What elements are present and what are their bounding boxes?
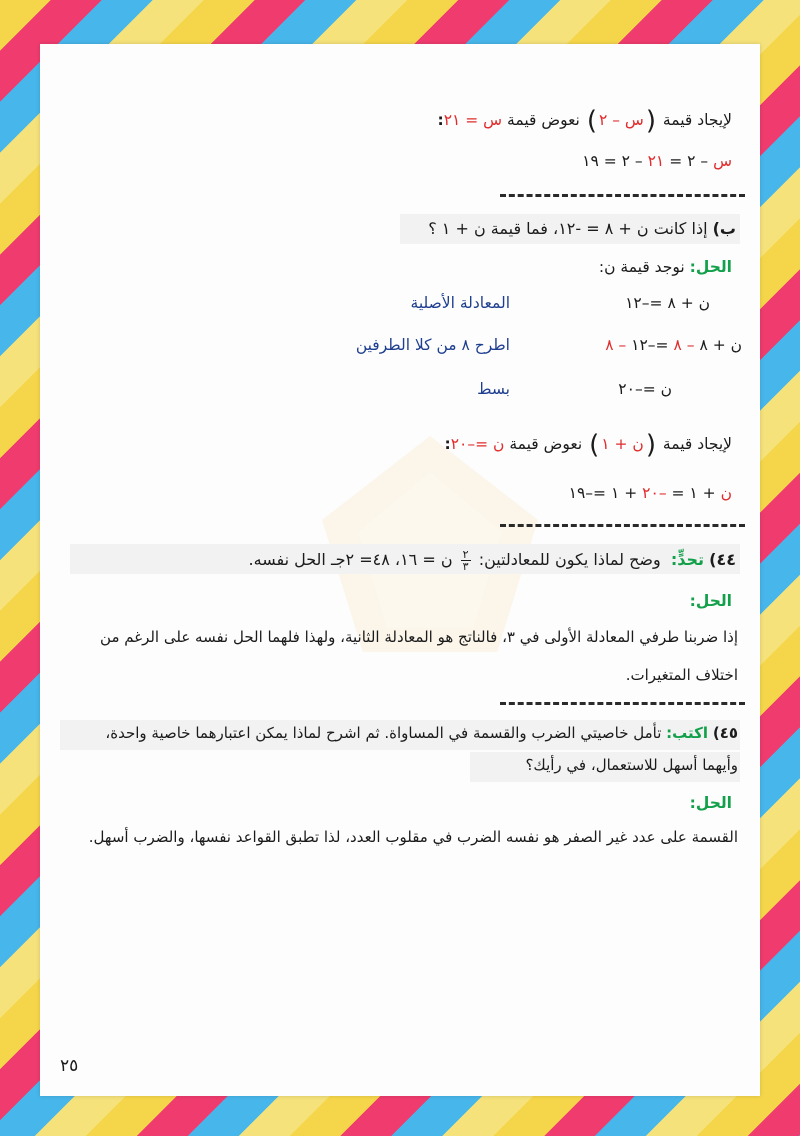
solution-44-text: إذا ضربنا طرفي المعادلة الأولى في ٣، فالناتج هو المعادلة الثانية، ولهذا فلهما الحل نفسه على الرغم من: [100, 628, 738, 646]
equation-subtract: ن + ٨ – ٨ =–١٢ – ٨: [605, 336, 742, 354]
document-page: [40, 44, 760, 1096]
question-b: ب) إذا كانت ن + ٨ = -١٢، فما قيمة ن + ١ ؟: [428, 219, 736, 238]
line-evaluate-x: س – ٢ = ٢١ – ٢ = ١٩: [582, 152, 732, 170]
divider: [500, 702, 745, 705]
question-45-line-2: وأيهما أسهل للاستعمال، في رأيك؟: [525, 756, 738, 774]
equation-simplified-note: بسط: [477, 380, 510, 398]
divider: [500, 524, 745, 527]
equation-simplified: ن =–٢٠: [618, 380, 672, 398]
line-substitute-x: لإيجاد قيمة (س – ٢) نعوض قيمة س = ٢١:: [437, 106, 732, 136]
equation-original-note: المعادلة الأصلية: [410, 294, 510, 312]
solution-44-label: الحل:: [689, 592, 732, 610]
question-44: ٤٤) تحدٍّ: وضح لماذا يكون للمعادلتين: $\frac{٢}{٣}$ ن = ١٦، ٤٨= ٢جـ الحل نفسه.: [248, 548, 736, 573]
page-number: ٢٥: [60, 1056, 79, 1076]
line-evaluate-n: ن + ١ = –٢٠ + ١ =–١٩: [568, 484, 732, 502]
solution-45-label: الحل:: [689, 794, 732, 812]
equation-subtract-note: اطرح ٨ من كلا الطرفين: [355, 336, 510, 354]
line-substitute-n: لإيجاد قيمة (ن + ١) نعوض قيمة ن =–٢٠:: [444, 430, 732, 460]
solution-b-intro: الحل: نوجد قيمة ن:: [598, 258, 732, 276]
solution-44-text-2: اختلاف المتغيرات.: [625, 666, 738, 684]
divider: [500, 194, 745, 197]
solution-45-text: القسمة على عدد غير الصفر هو نفسه الضرب في مقلوب العدد، لذا تطبق القواعد نفسها، والضرب أسهل.: [88, 828, 738, 846]
equation-original: ن + ٨ =–١٢: [625, 294, 710, 312]
fraction: $\frac{٢}{٣}$: [462, 548, 469, 573]
question-45: ٤٥) اكتب: تأمل خاصيتي الضرب والقسمة في المساواة. ثم اشرح لماذا يمكن اعتبارهما خاصية واحدة،: [105, 724, 738, 742]
